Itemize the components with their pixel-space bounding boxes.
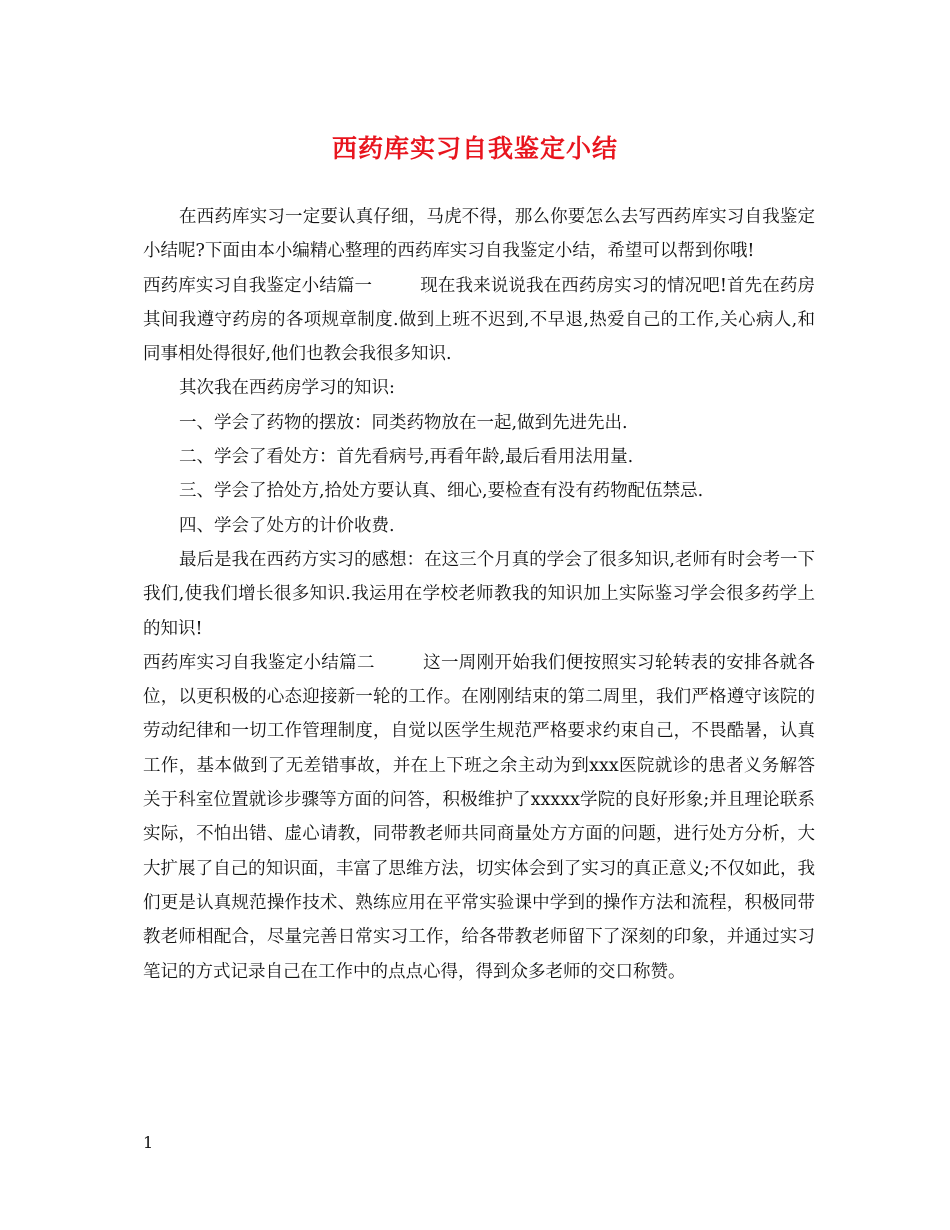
intro-paragraph: 在西药库实习一定要认真仔细，马虎不得，那么你要怎么去写西药库实习自我鉴定小结呢?下面由本小编精心整理的西药库实习自我鉴定小结，希望可以帮到你哦! xyxy=(143,207,815,262)
section-1-text: 现在我来说说我在西药房实习的情况吧!首先在药房其间我遵守药房的各项规章制度.做到上班不迟到,不早退,热爱自己的工作,关心病人,和同事相处得很好,他们也教会我很多知识. xyxy=(143,275,816,365)
list-item: 一、学会了药物的摆放：同类药物放在一起,做到先进先出. xyxy=(179,412,628,433)
section-2-text: 这一周刚开始我们便按照实习轮转表的安排各就各位，以更积极的心态迎接新一轮的工作。在刚刚结束的第二周里，我们严格遵守该院的劳动纪律和一切工作管理制度，自觉以医学生规范严格要求约束自己，不畏酷暑，认真工作，基本做到了无差错事故，并在上下班之余主动为到xxx医院就诊的患者义务解答关于科室位置就诊步骤等方面的问答，积极维护了xxxxx学院的良好形象;并且理论联系实际，不怕出错、虚心请教，同带教老师共同商量处方方面的问题，进行处方分析，大大扩展了自己的知识面，丰富了思维方法，切实体会到了实习的真正意义;不仅如此，我们更是认真规范操作技术、熟练应用在平常实验课中学到的操作方法和流程，积极同带教老师相配合，尽量完善日常实习工作，给各带教老师留下了深刻的印象，并通过实习笔记的方式记录自己在工作中的点点心得，得到众多老师的交口称赞。 xyxy=(143,652,816,982)
reflection-paragraph: 最后是我在西药方实习的感想：在这三个月真的学会了很多知识,老师有时会考一下我们,使我们增长很多知识.我运用在学校老师教我的知识加上实际鉴习学会很多药学上的知识! xyxy=(143,549,815,639)
study-intro: 其次我在西药房学习的知识: xyxy=(179,378,395,399)
section-1-heading: 西药库实习自我鉴定小结篇一 xyxy=(143,275,373,296)
section-1-paragraph xyxy=(143,269,815,372)
page-number: 1 xyxy=(143,1133,154,1152)
document-body xyxy=(143,200,815,989)
list-item: 二、学会了看处方：首先看病号,再看年龄,最后看用法用量. xyxy=(179,447,634,468)
document-title: 西药库实习自我鉴定小结 xyxy=(331,134,618,163)
section-2-paragraph xyxy=(143,646,815,989)
list-item: 三、学会了拾处方,拾处方要认真、细心,要检查有没有药物配伍禁忌. xyxy=(179,481,704,502)
list-item: 四、学会了处方的计价收费. xyxy=(179,515,395,536)
section-2-heading: 西药库实习自我鉴定小结篇二 xyxy=(143,652,375,673)
